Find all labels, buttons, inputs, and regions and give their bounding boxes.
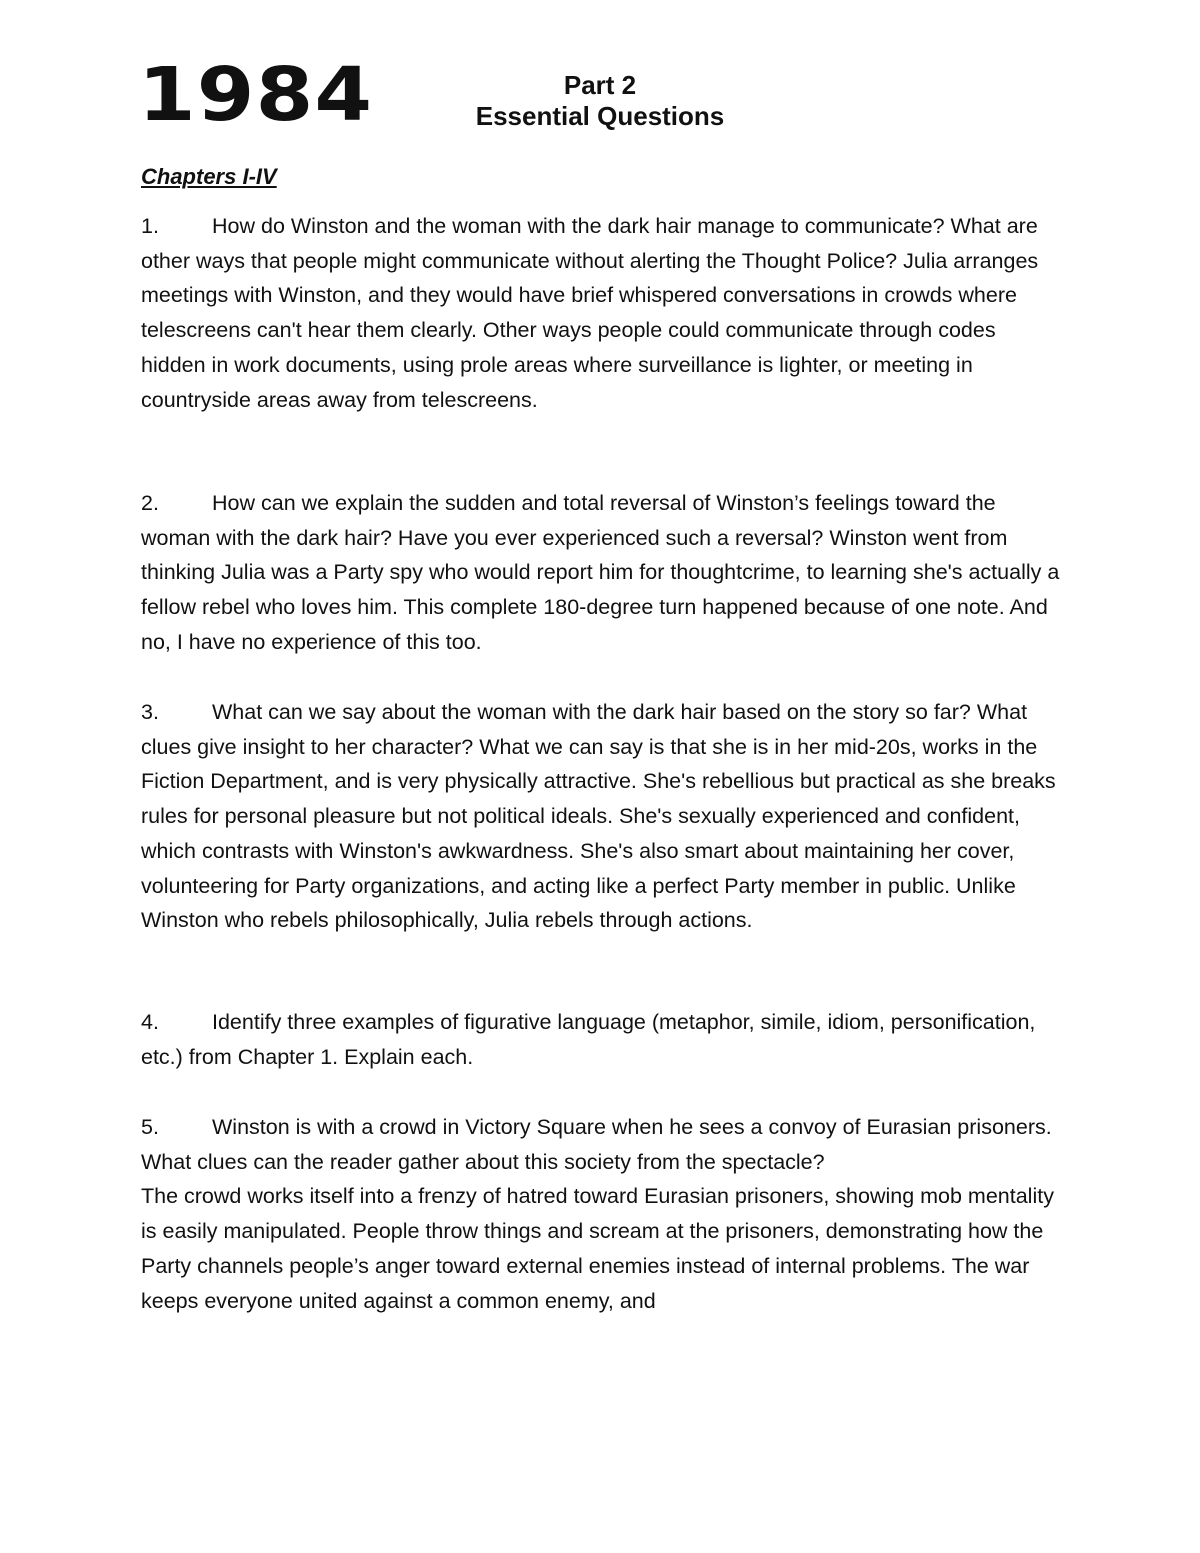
question-item (141, 695, 1063, 938)
question-item (141, 486, 1063, 660)
section-heading: Chapters I-IV (141, 164, 277, 189)
question-number: 2. (141, 491, 159, 515)
question-text: How do Winston and the woman with the dark hair manage to communicate? What are other ways that people might communicate without alerting the Thought Police? (141, 214, 1038, 273)
part-title: Part 2 (563, 70, 637, 100)
book-logo: 1984 (138, 52, 374, 138)
page-title: Essential Questions (475, 101, 725, 131)
question-number: 1. (141, 214, 159, 238)
question-text: How can we explain the sudden and total reversal of Winston’s feelings toward the woman with the dark hair? Have you ever experienced such a reversal? (141, 491, 996, 550)
question-number: 4. (141, 1010, 159, 1034)
question-number: 3. (141, 700, 159, 724)
answer-text: Julia arranges meetings with Winston, and they would have brief whispered conversations in crowds where telescreens can't hear them clearly. Other ways people could communicate through codes hidden in work documents, using prole areas where surveillance is lighter, or meeting in countryside areas away from telescreens. (141, 248, 1039, 412)
question-text: What can we say about the woman with the dark hair based on the story so far? What clues give insight to her character? (141, 700, 1028, 759)
answer-text: The crowd works itself into a frenzy of hatred toward Eurasian prisoners, showing mob mentality is easily manipulated. People throw things and scream at the prisoners, demonstrating how the Party channels people’s anger toward external enemies instead of internal problems. The war keeps everyone united against a common enemy, and (141, 1184, 1054, 1313)
answer-text: Winston went from thinking Julia was a Party spy who would report him for thoughtcrime, to learning she's actually a fellow rebel who loves him. This complete 180-degree turn happened because of one note. And no, I have no experience of this too. (141, 525, 1060, 654)
question-text: Winston is with a crowd in Victory Square when he sees a convoy of Eurasian prisoners. What clues can the reader gather about this society from the spectacle? (141, 1115, 1052, 1174)
question-number: 5. (141, 1115, 159, 1139)
answer-text: What we can say is that she is in her mid-20s, works in the Fiction Department, and is very physically attractive. She's rebellious but practical as she breaks rules for personal pleasure but not political ideals. She's sexually experienced and confident, which contrasts with Winston's awkwardness. She's also smart about maintaining her cover, volunteering for Party organizations, and acting like a perfect Party member in public. Unlike Winston who rebels philosophically, Julia rebels through actions. (141, 734, 1056, 933)
question-text: Identify three examples of figurative language (metaphor, simile, idiom, personification, etc.) from Chapter 1. Explain each. (141, 1010, 1036, 1069)
question-item (141, 1110, 1063, 1318)
question-item (141, 1005, 1063, 1074)
question-item (141, 209, 1063, 417)
